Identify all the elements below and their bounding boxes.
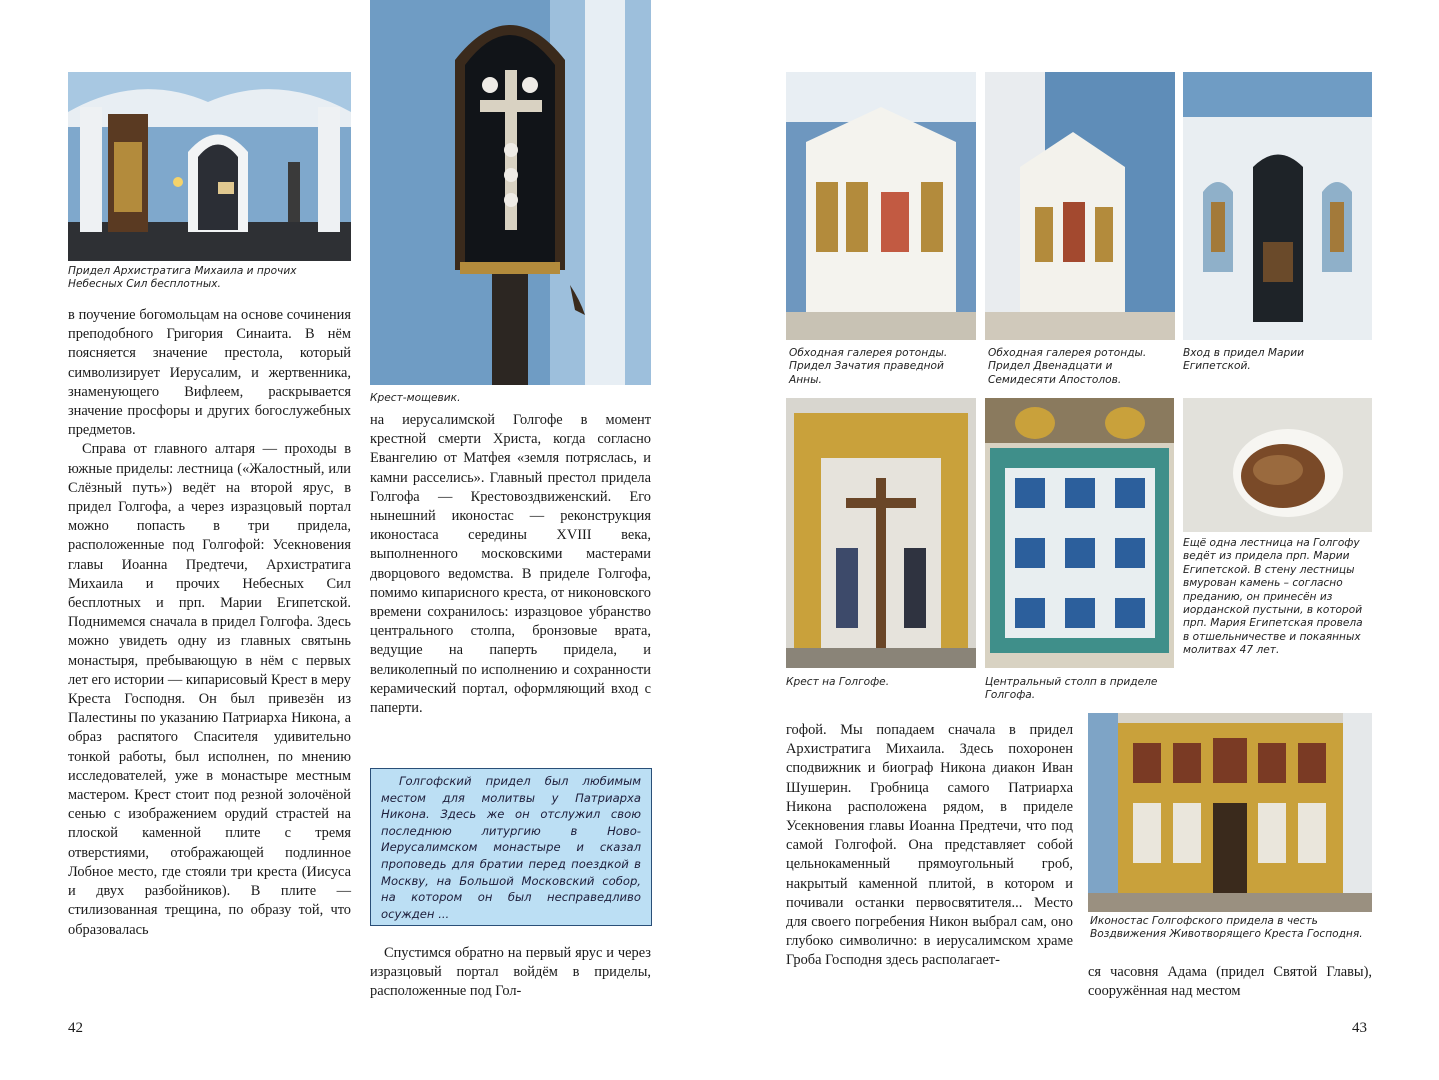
photo-caption-cross: Крест-мощевик. — [370, 392, 461, 404]
photo-caption-iconostasis: Иконостас Голгофского придела в честь Воздвижения Животворящего Креста Господня. — [1090, 915, 1363, 941]
photo-mary-entrance — [1183, 72, 1372, 340]
highlight-box — [370, 768, 652, 926]
photo-caption: Крест на Голгофе. — [786, 676, 890, 688]
highlight-box-text: Голгофский придел был любимым местом для молитвы у Патриарха Никона. Здесь же он отслужил свою последнюю литургию в Ново-Иерусалимском монастыре и сказал проповедь для братии перед поездкой в Москву, на Большой Московский собор, на котором он был несправедливо осужден ... — [381, 774, 641, 921]
paragraph: Спустимся обратно на первый ярус и через изразцовый портал войдём в приделы, расположенные под Гол- — [370, 945, 651, 1000]
page-number-right: 43 — [1352, 1020, 1367, 1036]
paragraph: в поучение богомольцам на основе сочинения преподобного Григория Синаита. В нём поясняется значение престола, который символизирует Иерусалим, и жертвенника, знаменующего Вифлеем, раскрывается значение просфоры и других богослужебных предметов. — [68, 307, 351, 439]
photo-caption-archangel: Придел Архистратига Михаила и прочих Небесных Сил бесплотных. — [68, 265, 297, 291]
paragraph: гофой. Мы попадаем сначала в придел Архистратига Михаила. Здесь похоронен сподвижник и биограф Никона диакон Иван Шушерин. Гробница самого Патриарха Никона расположена рядом, в приделе Усекновения главы Иоанна Предтечи, что под самой Голгофой. Она представляет собой цельнокаменный прямоугольный гроб, накрытый каменной плитой, в котором и почивали останки первосвятителя... Место для своего погребения Никон выбрал сам, оно глубоко символично: в иерусалимском храме Гроба Господня здесь располагает- — [786, 722, 1073, 969]
page-number-left: 42 — [68, 1020, 83, 1036]
photo-anne-chapel — [786, 72, 976, 340]
right-column-bottom — [1088, 963, 1372, 1001]
photo-apostles-chapel — [985, 72, 1175, 340]
photo-golgotha-cross — [786, 398, 976, 668]
paragraph: на иерусалимской Голгофе в момент крестной смерти Христа, когда согласно Евангелию от Матфея «земля потряслась, и камни расселись». Главный престол придела Голгофа — Крестовоздвиженский. Его нынешний иконостас — реконструкция иконостаса середины XVIII века, выполненного московскими мастерами дворцового ведомства. В приделе Голгофа, помимо кипарисного креста, от никоновского времени сохранилось: изразцовое убранство центрального столпа, бронзовые врата, ведущие на паперть придела, и великолепный по исполнению и сохранности керамический портал, оформляющий вход с паперти. — [370, 412, 651, 717]
photo-central-pillar — [985, 398, 1174, 668]
middle-column-text — [370, 411, 651, 718]
photo-iconostasis — [1088, 713, 1372, 912]
left-column-text — [68, 306, 351, 940]
right-column-text — [786, 721, 1073, 971]
paragraph: Справа от главного алтаря — проходы в южные приделы: лестница («Жалостный, или Слёзный путь») ведёт на второй ярус, в придел Голгофа, а через изразцовый портал можно попасть в три придела, расположенные под Голгофой: Усекновения главы Иоанна Предтечи, Архистратига Михаила и прочих Небесных Сил бесплотных и прп. Марии Египетской. Поднимемся сначала в придел Голгофа. Здесь можно увидеть одну из главных святынь монастыря, пребывающую в нём с первых лет его истории — кипарисовый Крест в меру Креста Господня. Он был привезён из Палестины по указанию Патриарха Никона, а образ распятого Спасителя удивительно тонкой работы, был исполнен, по мнению исследователей, уже в монастыре местным мастером. Крест стоит под резной золочёной сенью с изображением орудий страстей на плоской каменной плите с тремя отверстиями, отображающей подлинное Лобное место, где стояли три креста (Иисуса и двух разбойников). В плите — стилизованная трещина, по образу той, что образовалась — [68, 441, 351, 938]
photo-reliquary-cross — [370, 0, 651, 385]
photo-archangel-chapel — [68, 72, 351, 261]
photo-caption: Обходная галерея ротонды. Придел Зачатия праведной Анны. — [789, 347, 948, 386]
photo-caption: Обходная галерея ротонды. Придел Двенадцати и Семидесяти Апостолов. — [988, 347, 1147, 386]
photo-caption: Ещё одна лестница на Голгофу ведёт из придела прп. Марии Египетской. В стену лестницы вмурован камень – согласно преданию, он принесён из иорданской пустыни, в которой прп. Мария Египетская провела в отшельничестве и покаянных молитвах 47 лет. — [1183, 537, 1363, 657]
middle-column-bottom — [370, 944, 651, 1002]
photo-caption: Вход в придел Марии Египетской. — [1183, 347, 1304, 373]
photo-stone-wall — [1183, 398, 1372, 532]
paragraph: ся часовня Адама (придел Святой Главы), сооружённая над местом — [1088, 964, 1372, 1000]
photo-caption: Центральный столп в приделе Голгофа. — [985, 676, 1158, 702]
